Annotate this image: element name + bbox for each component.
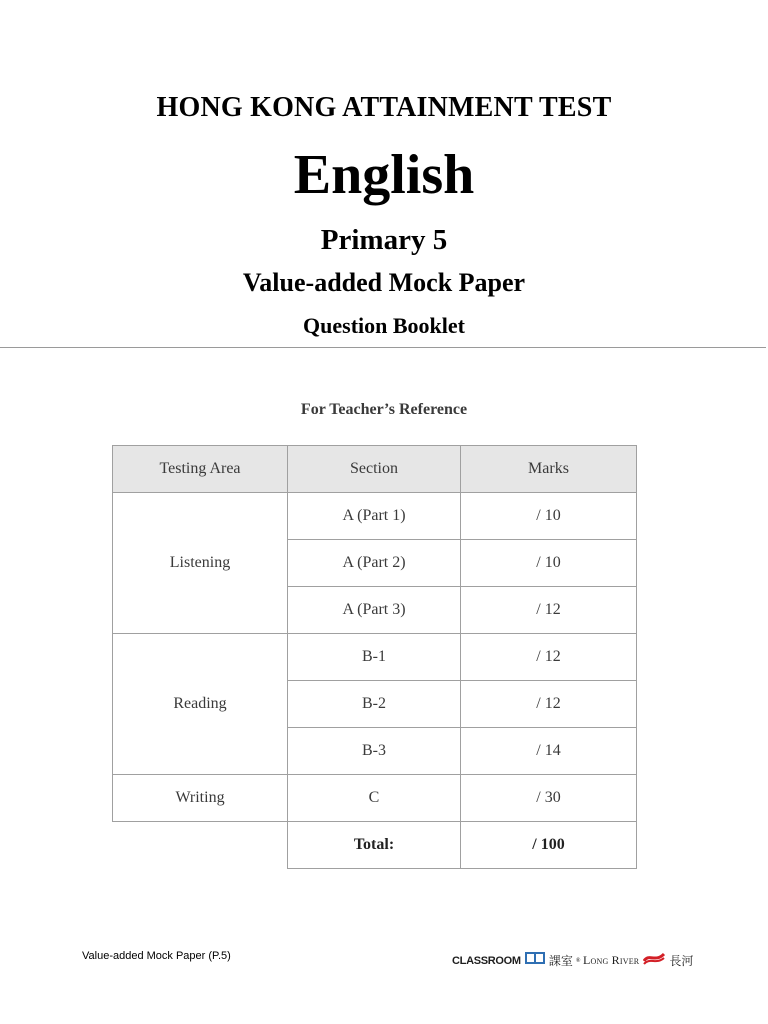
section-cell: C (288, 775, 461, 822)
table-header-row (113, 446, 637, 493)
long-river-logo-chinese: 長河 (669, 954, 694, 968)
long-river-logo-text: Long River (583, 953, 640, 967)
marks-cell: / 14 (461, 728, 637, 775)
level-heading: Primary 5 (320, 224, 448, 256)
total-label: Total: (288, 822, 461, 869)
subject-title: English (293, 144, 475, 206)
blank-cell (113, 822, 288, 869)
section-cell: B-2 (288, 681, 461, 728)
classroom-logo-text: CLASSROOM (452, 954, 521, 967)
column-header: Marks (461, 446, 637, 493)
booklet-heading: Question Booklet (303, 313, 465, 338)
section-cell: B-3 (288, 728, 461, 775)
marks-cell: / 12 (461, 587, 637, 634)
marks-cell: / 30 (461, 775, 637, 822)
marks-cell: / 10 (461, 540, 637, 587)
divider (0, 347, 766, 348)
total-row (113, 822, 637, 869)
test-name-heading: HONG KONG ATTAINMENT TEST (156, 92, 612, 123)
section-cell: B-1 (288, 634, 461, 681)
paper-heading: Value-added Mock Paper (242, 268, 526, 297)
marks-cell: / 10 (461, 493, 637, 540)
total-value: / 100 (461, 822, 637, 869)
column-header: Section (288, 446, 461, 493)
marks-cell: / 12 (461, 681, 637, 728)
testing-area-cell: Reading (113, 634, 288, 775)
table-row (113, 493, 637, 540)
testing-area-cell: Listening (113, 493, 288, 634)
registered-mark: ® (575, 957, 581, 964)
section-cell: A (Part 3) (288, 587, 461, 634)
footer-paper-label: Value-added Mock Paper (P.5) (82, 950, 231, 962)
classroom-logo (452, 951, 580, 970)
table-row (113, 775, 637, 822)
book-icon (524, 951, 546, 970)
table-row (113, 634, 637, 681)
column-header: Testing Area (113, 446, 288, 493)
section-cell: A (Part 1) (288, 493, 461, 540)
section-cell: A (Part 2) (288, 540, 461, 587)
ribbon-icon (643, 951, 665, 970)
teacher-reference-label: For Teacher’s Reference (300, 401, 468, 418)
classroom-logo-chinese: 課室 (548, 954, 573, 968)
testing-area-cell: Writing (113, 775, 288, 822)
marks-table (112, 445, 637, 869)
marks-cell: / 12 (461, 634, 637, 681)
long-river-logo (583, 951, 693, 970)
